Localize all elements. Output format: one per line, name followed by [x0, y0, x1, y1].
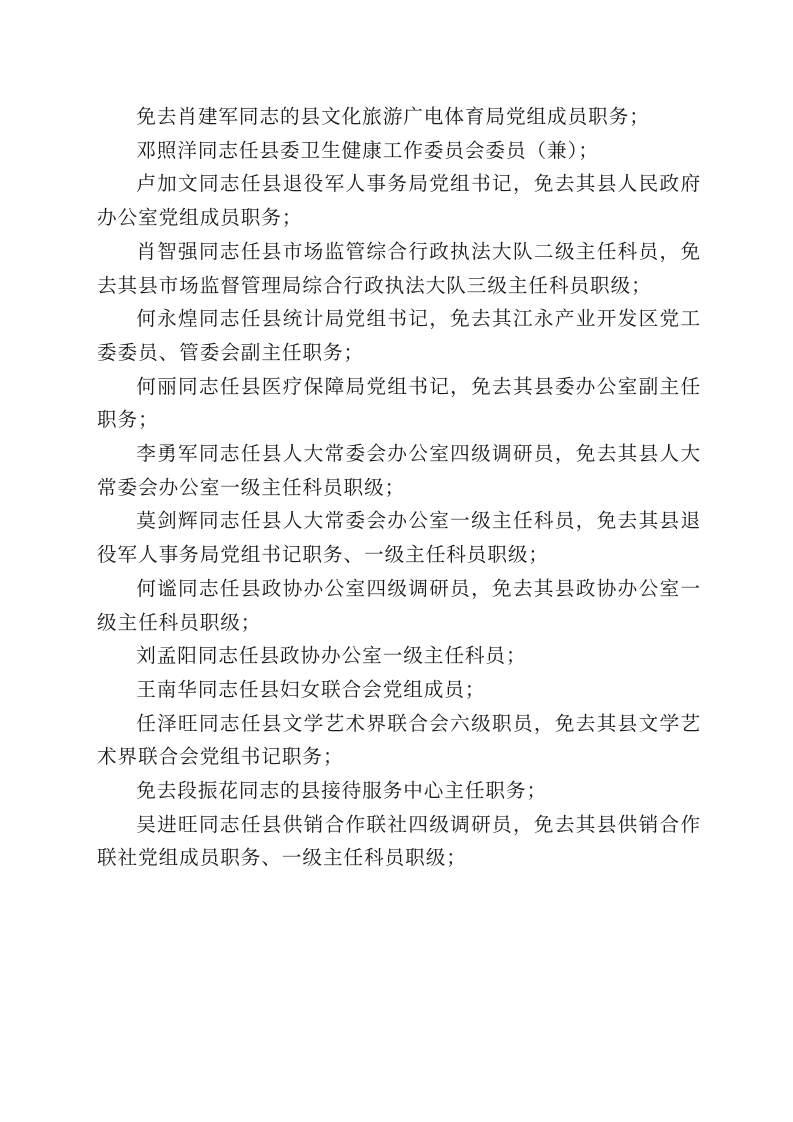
paragraph-3: 卢加文同志任县退役军人事务局党组书记，免去其县人民政府办公室党组成员职务；: [97, 172, 701, 230]
paragraph-11: 王南华同志任县妇女联合会党组成员；: [136, 677, 486, 701]
paragraph-2: 邓照洋同志任县委卫生健康工作委员会委员（兼）；: [136, 138, 599, 162]
paragraph-12: 任泽旺同志任县文学艺术界联合会六级职员，免去其县文学艺术界联合会党组书记职务；: [97, 711, 701, 769]
paragraph-1: 免去肖建军同志的县文化旅游广电体育局党组成员职务；: [136, 105, 650, 128]
paragraph-7: 李勇军同志任县人大常委会办公室四级调研员，免去其县人大常委会办公室一级主任科员职级；: [97, 442, 701, 499]
paragraph-10: 刘孟阳同志任县政协办公室一级主任科员；: [136, 644, 527, 668]
paragraph-4: 肖智强同志任县市场监管综合行政执法大队二级主任科员，免去其县市场监督管理局综合行政执法大队三级主任科员职级；: [97, 239, 701, 297]
paragraph-14: 吴进旺同志任县供销合作联社四级调研员，免去其县供销合作联社党组成员职务、一级主任科员职级；: [97, 812, 701, 870]
paragraph-8: 莫剑辉同志任县人大常委会办公室一级主任科员，免去其县退役军人事务局党组书记职务、一级主任科员职级；: [97, 509, 701, 567]
paragraph-9: 何谧同志任县政协办公室四级调研员，免去其县政协办公室一级主任科员职级；: [97, 576, 701, 634]
document-body: [97, 100, 701, 875]
paragraph-6: 何丽同志任县医疗保障局党组书记，免去其县委办公室副主任职务；: [97, 374, 701, 432]
paragraph-5: 何永煌同志任县统计局党组书记，免去其江永产业开发区党工委委员、管委会副主任职务；: [97, 307, 701, 364]
paragraph-13: 免去段振花同志的县接待服务中心主任职务；: [136, 779, 548, 803]
